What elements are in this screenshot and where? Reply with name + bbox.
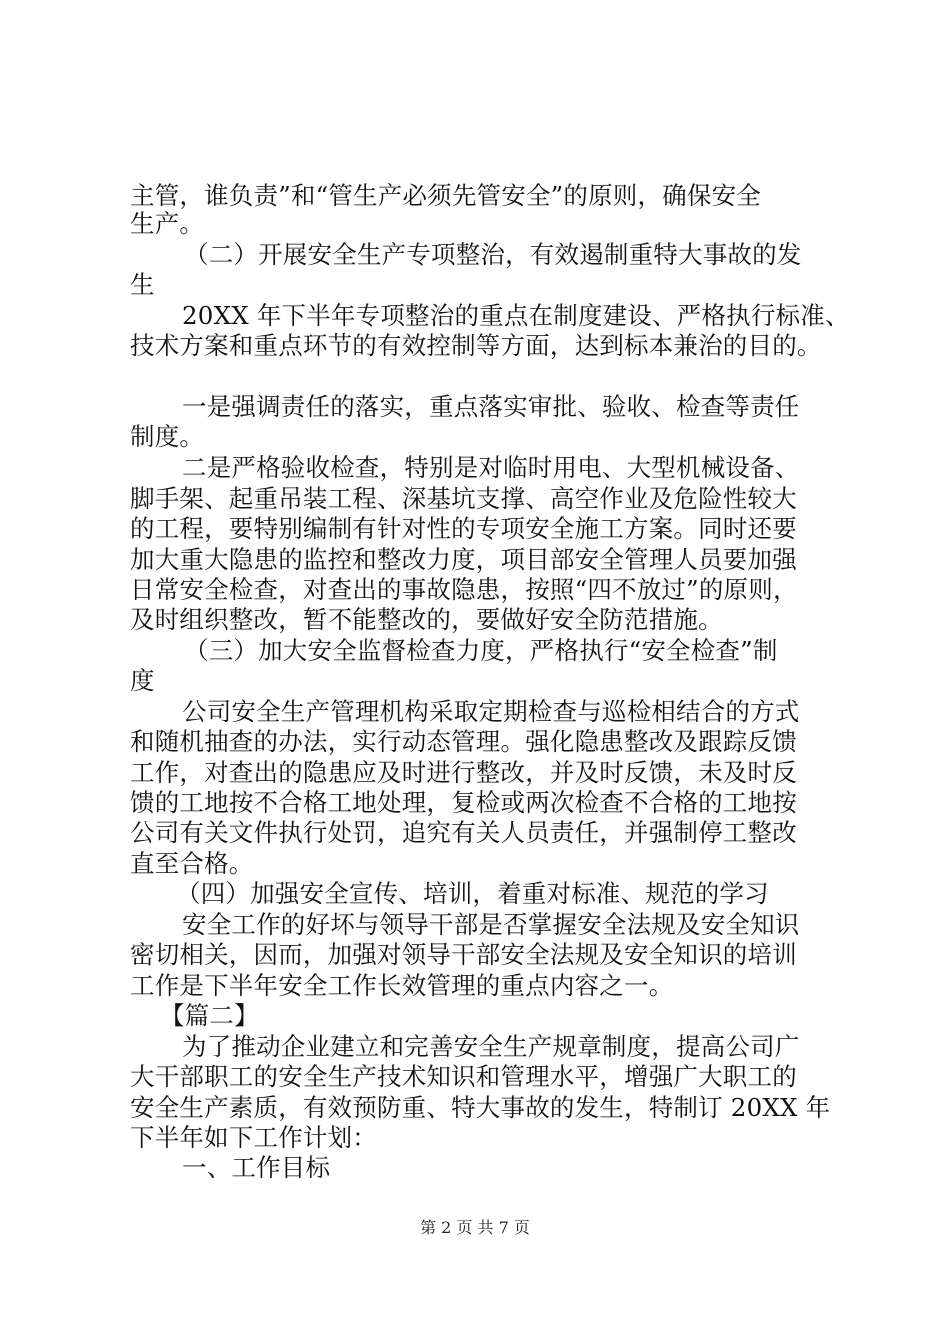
section-heading: 一、工作目标 (182, 1153, 331, 1182)
text-line: 制度。 (130, 422, 205, 451)
text-line: 直至合格。 (130, 849, 254, 878)
text-line: 下半年如下工作计划： (130, 1123, 377, 1152)
text-line: 公司安全生产管理机构采取定期检查与巡检相结合的方式 (182, 697, 800, 726)
text-line: 技术方案和重点环节的有效控制等方面，达到标本兼治的目的。 (130, 331, 822, 360)
text-line: 主管，谁负责”和“管生产必须先管安全”的原则，确保安全 (130, 181, 761, 210)
text-line: 密切相关，因而，加强对领导干部安全法规及安全知识的培训 (130, 940, 797, 969)
section-heading: （二）开展安全生产专项整治，有效遏制重特大事故的发 (184, 240, 802, 269)
text-line: 工作，对查出的隐患应及时进行整改，并及时反馈，未及时反 (130, 758, 797, 787)
section-heading: （三）加大安全监督检查力度，严格执行“安全检查”制 (184, 636, 778, 665)
section-heading: （四）加强安全宣传、培训，着重对标准、规范的学习 (176, 879, 769, 908)
text-line: 馈的工地按不合格工地处理，复检或两次检查不合格的工地按 (130, 788, 797, 817)
text-line: 生产。 (130, 209, 205, 238)
text-line: 工作是下半年安全工作长效管理的重点内容之一。 (130, 971, 674, 1000)
text-line: 大干部职工的安全生产技术知识和管理水平，增强广大职工的 (130, 1062, 797, 1091)
text-line: 安全工作的好坏与领导干部是否掌握安全法规及安全知识 (182, 910, 800, 939)
text-line: 一是强调责任的落实，重点落实审批、验收、检查等责任 (182, 392, 800, 421)
text-line: 和随机抽查的办法，实行动态管理。强化隐患整改及跟踪反馈 (130, 727, 797, 756)
page-number-footer: 第 2 页 共 7 页 (420, 1218, 530, 1237)
text-line: 为了推动企业建立和完善安全生产规章制度，提高公司广 (182, 1032, 800, 1061)
text-line: 安全生产素质，有效预防重、特大事故的发生，特制订 20XX 年 (130, 1093, 831, 1122)
text-line: 及时组织整改，暂不能整改的，要做好安全防范措施。 (130, 605, 723, 634)
text-line: 加大重大隐患的监控和整改力度，项目部安全管理人员要加强 (130, 545, 797, 574)
text-line: 日常安全检查，对查出的事故隐患，按照“四不放过”的原则， (130, 575, 798, 604)
text-line: 的工程，要特别编制有针对性的专项安全施工方案。同时还要 (130, 514, 797, 543)
text-line: 度 (130, 666, 155, 695)
text-line: 生 (130, 270, 155, 299)
part-heading: 【篇二】 (160, 1001, 259, 1030)
text-line: 二是严格验收检查，特别是对临时用电、大型机械设备、 (182, 453, 800, 482)
text-line: 脚手架、起重吊装工程、深基坑支撑、高空作业及危险性较大 (130, 484, 797, 513)
text-line: 20XX 年下半年专项整治的重点在制度建设、严格执行标准、 (182, 301, 850, 330)
text-line: 公司有关文件执行处罚，追究有关人员责任，并强制停工整改 (130, 818, 797, 847)
